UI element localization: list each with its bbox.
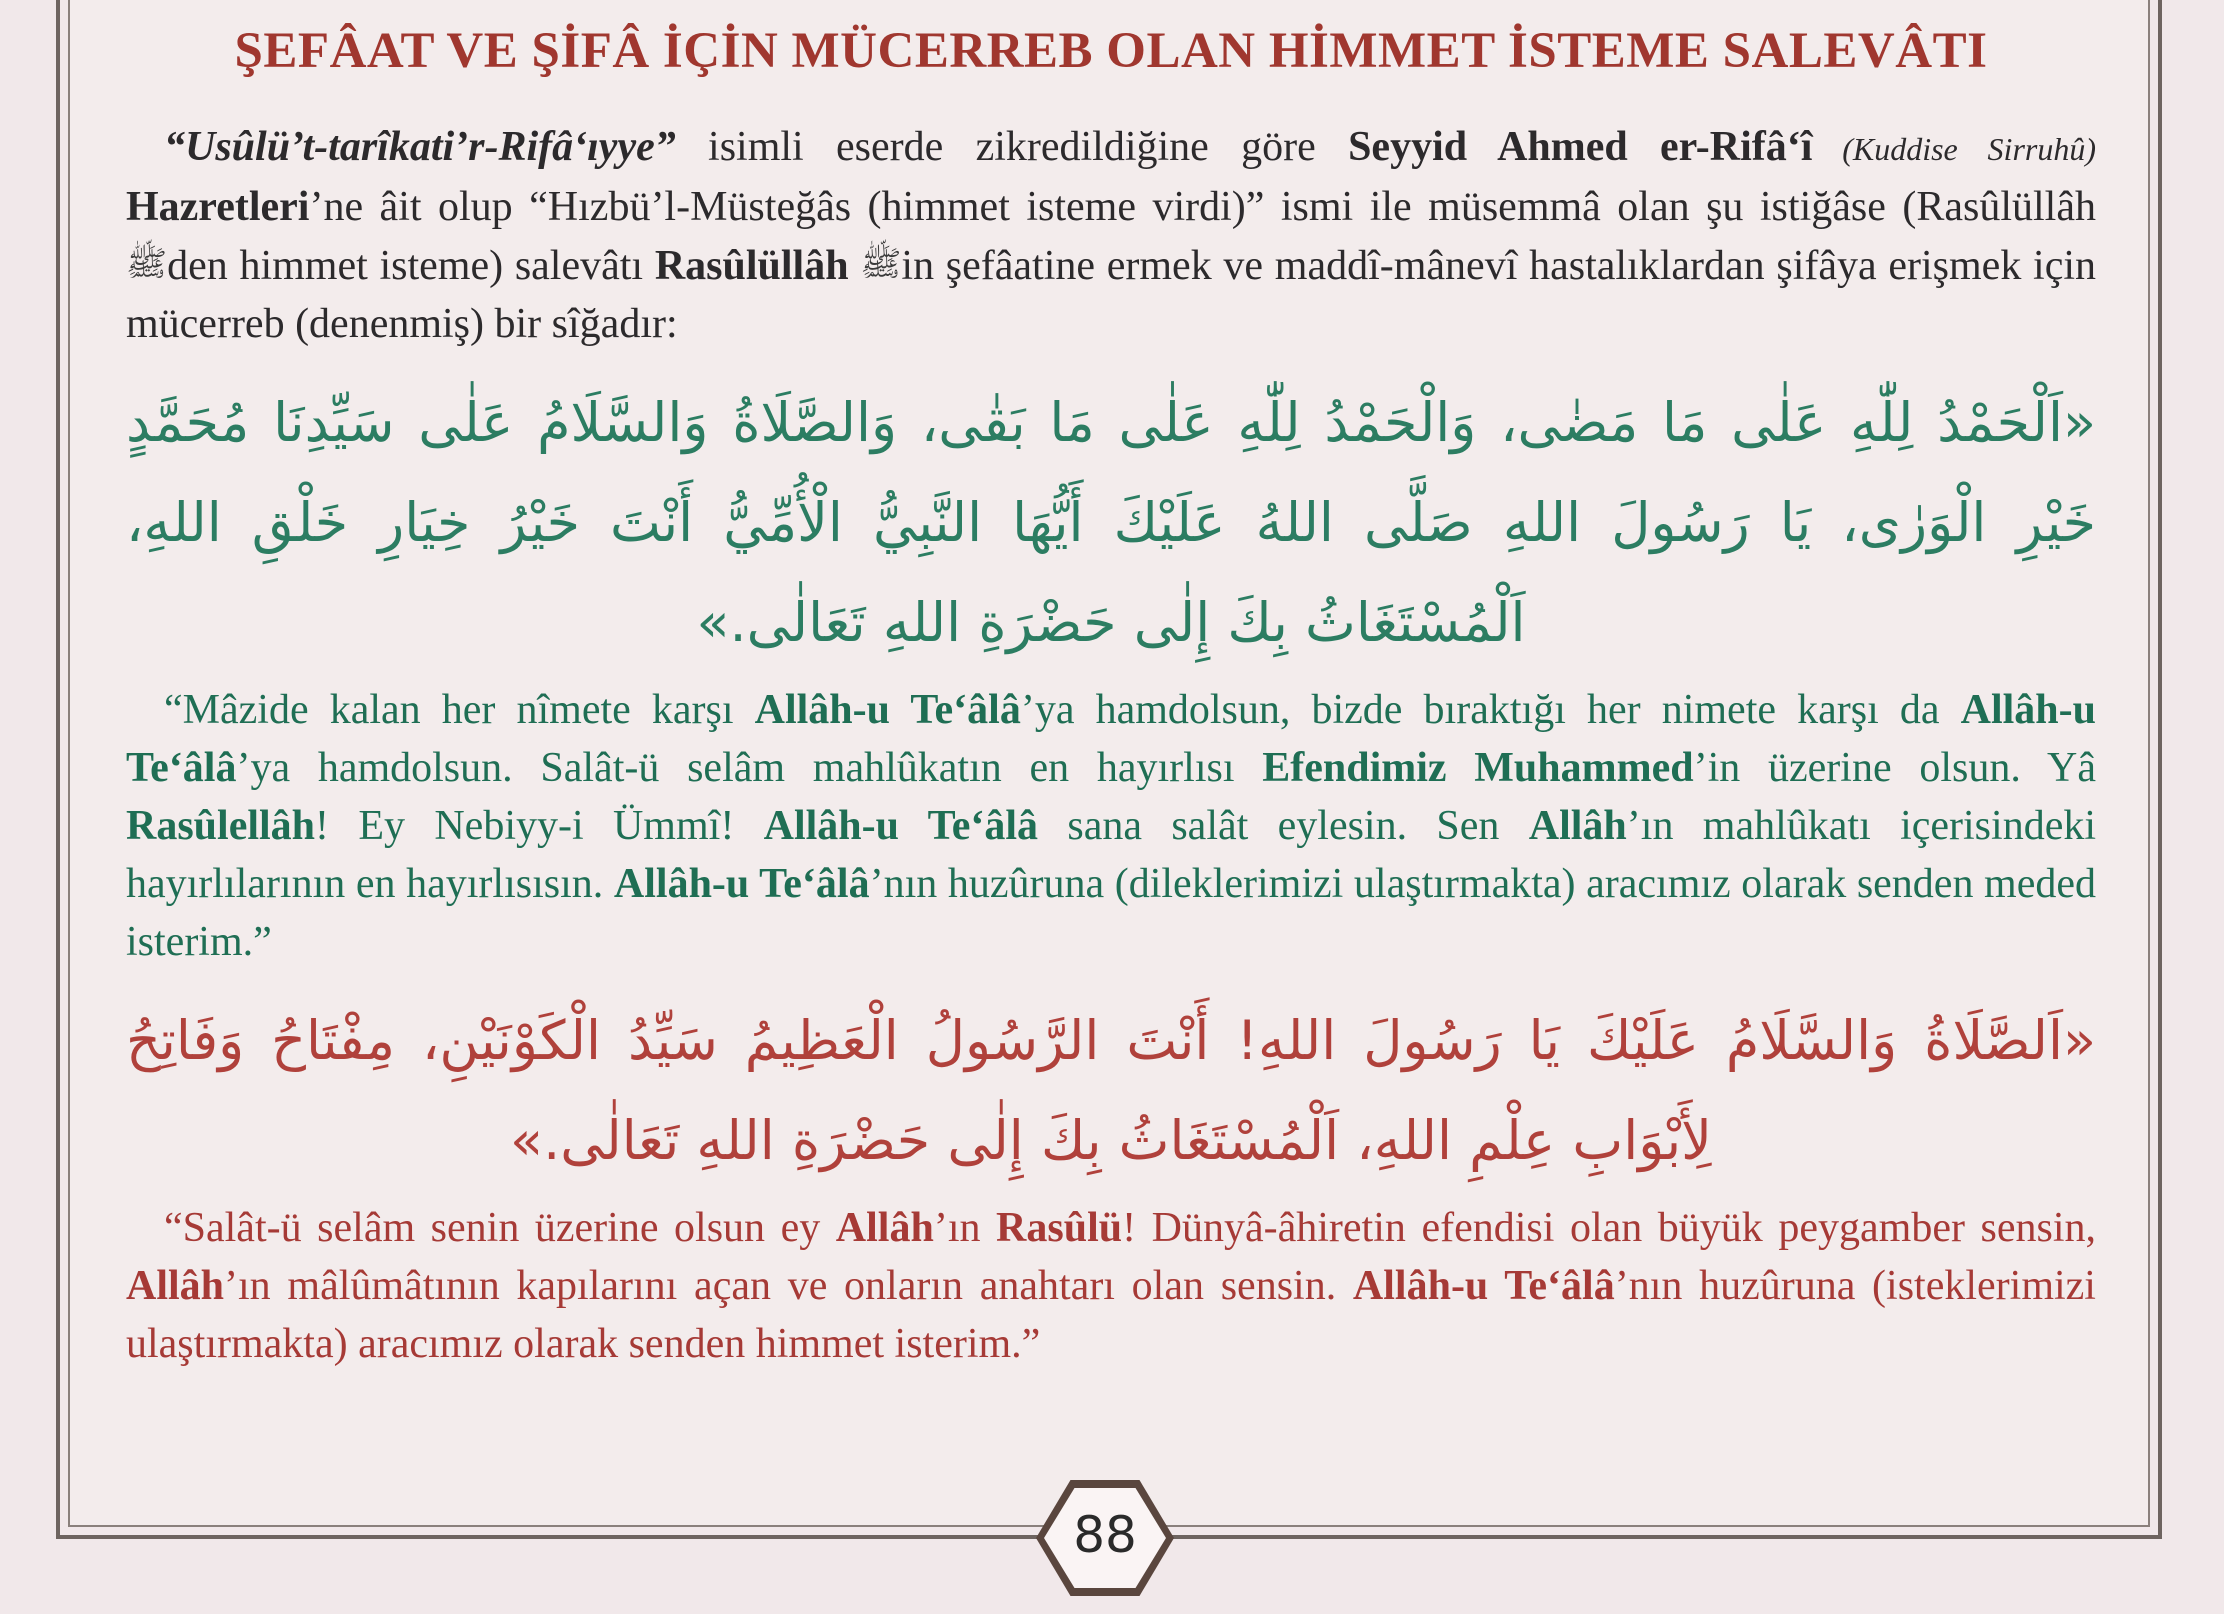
page-number: 88: [1073, 1506, 1137, 1564]
arabic-prayer-1: «اَلْحَمْدُ لِلّٰهِ عَلٰى مَا مَضٰى، وَالْحَمْدُ لِلّٰهِ عَلٰى مَا بَقٰى، وَالصَّلَاةُ وَالسَّلَامُ عَلٰى سَيِّدِنَا مُحَمَّدٍ خَيْرِ الْوَرٰى، يَا رَسُولَ اللهِ صَلَّى اللهُ عَلَيْكَ أَيُّهَا النَّبِيُّ الْأُمِّيُّ أَنْتَ خَيْرُ خِيَارِ خَلْقِ اللهِ، اَلْمُسْتَغَاثُ بِكَ إِلٰى حَضْرَةِ اللهِ تَعَالٰى.»: [126, 391, 2096, 654]
rasul-name: Rasûlüllâh: [654, 243, 849, 289]
t1-h: Rasûlellâh: [126, 803, 316, 849]
t2-i: ’nın huzûruna (isteklerimizi ulaştırmakta) aracımız olarak senden himmet isterim.”: [126, 1263, 2096, 1367]
t2-h: Allâh-u Te‘âlâ: [1352, 1263, 1615, 1309]
arabic-prayer-2: «اَلصَّلَاةُ وَالسَّلَامُ عَلَيْكَ يَا رَسُولَ اللهِ! أَنْتَ الرَّسُولُ الْعَظِيمُ سَيِّدُ الْكَوْنَيْنِ، مِفْتَاحُ وَفَاتِحُ لِأَبْوَابِ عِلْمِ اللهِ، اَلْمُسْتَغَاثُ بِكَ إِلٰى حَضْرَةِ اللهِ تَعَالٰى.»: [126, 1009, 2096, 1172]
t1-b: Allâh-u Te‘âlâ: [754, 687, 1021, 733]
salawat-seal-icon: ﷺ: [126, 246, 168, 283]
t2-d: Rasûlü: [996, 1205, 1123, 1251]
intro-text-2: ’ne âit olup “Hızbü’l-Müsteğâs (himmet isteme virdi)” ismi ile müsemmâ olan şu istiğâse (Rasûlüllâh: [309, 184, 2096, 230]
t2-e: ! Dünyâ-âhiretin efendisi olan büyük peygamber sensin,: [1122, 1205, 2096, 1251]
work-title: “Usûlü’t-tarîkati’r-Rifâ‘ıyye”: [164, 124, 676, 170]
t1-i: ! Ey Nebiyy-i Ümmî!: [315, 803, 764, 849]
t2-a: “Salât-ü selâm senin üzerine olsun ey: [164, 1205, 836, 1251]
person-name: Seyyid Ahmed er-Rifâ‘î: [1348, 124, 1813, 170]
t2-c: ’ın: [933, 1205, 997, 1251]
t1-l: Allâh: [1528, 803, 1627, 849]
translation-paragraph-2: [126, 1199, 2096, 1373]
t1-g: ’in üzerine olsun. Yâ: [1693, 745, 2096, 791]
honorific: (Kuddise Sirruhû): [1812, 131, 2096, 167]
intro-paragraph: [126, 118, 2096, 353]
intro-text-1: isimli eserde zikredildiğine göre: [675, 124, 1349, 170]
t1-o: ’nın huzûruna (dileklerimizi ulaştırmakta) aracımız olarak senden meded isterim.”: [126, 861, 2097, 965]
t1-c: ’ya hamdolsun, bizde bıraktığı her nimete karşı da: [1020, 687, 1961, 733]
t2-g: ’ın mâlûmâtının kapılarını açan ve onların anahtarı olan sensin.: [224, 1263, 1353, 1309]
salawat-seal-icon: ﷺ: [860, 246, 902, 283]
intro-text-3: den himmet isteme) salevâtı: [167, 243, 655, 289]
t1-k: sana salât eylesin. Sen: [1038, 803, 1529, 849]
intro-text-4: in şefâatine ermek ve maddî-mânevî hastalıklardan şifâya erişmek için mücerreb (denenmiş) bir sîğadır:: [126, 243, 2097, 347]
t1-m: ’ın mahlûkatı içerisindeki hayırlılarının en hayırlısısın.: [126, 803, 2097, 907]
hazretleri: Hazretleri: [126, 184, 310, 230]
page-number-badge: [1030, 1478, 1180, 1598]
t1-e: ’ya hamdolsun. Salât-ü selâm mahlûkatın en hayırlısı: [236, 745, 1263, 791]
t1-n: Allâh-u Te‘âlâ: [613, 861, 870, 907]
t2-f: Allâh: [126, 1263, 225, 1309]
t2-b: Allâh: [835, 1205, 934, 1251]
t1-j: Allâh-u Te‘âlâ: [763, 803, 1039, 849]
t1-d: Allâh-u Te‘âlâ: [126, 687, 2096, 791]
t1-f: Efendimiz Muhammed: [1262, 745, 1694, 791]
translation-paragraph-1: [126, 681, 2096, 971]
page-content: [126, 22, 2096, 1373]
t1-a: “Mâzide kalan her nîmete karşı: [164, 687, 755, 733]
page-title: ŞEFÂAT VE ŞİFÂ İÇİN MÜCERREB OLAN HİMMET İSTEME SALEVÂTI: [234, 23, 1988, 79]
